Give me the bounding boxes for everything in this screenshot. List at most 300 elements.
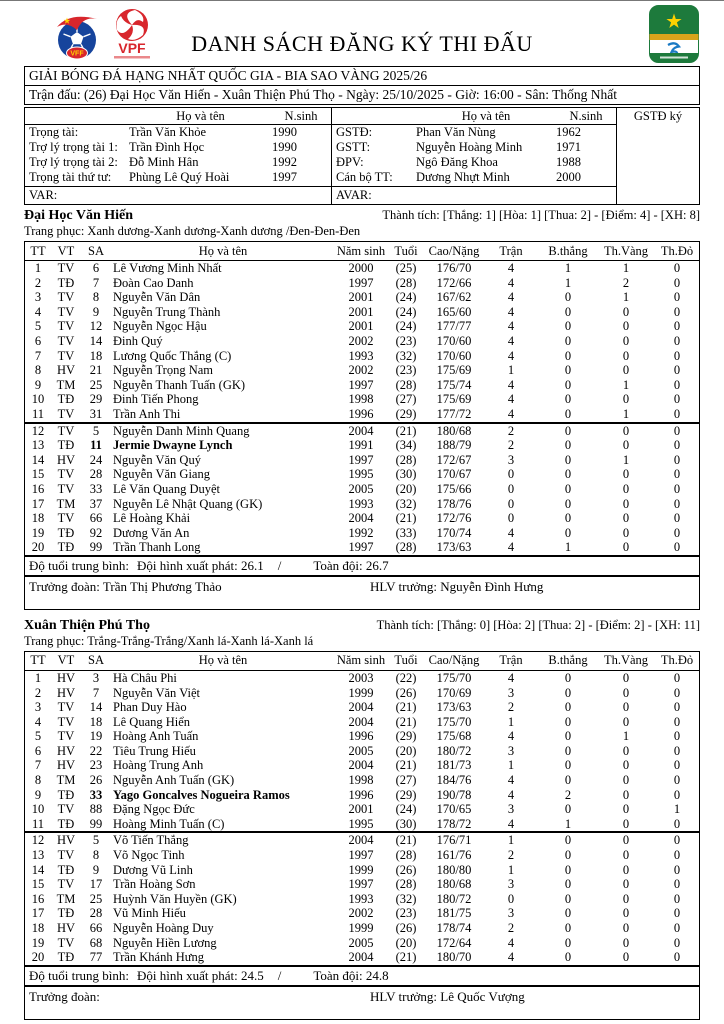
player-shirt-number: 26 (89, 773, 103, 788)
player-row (25, 744, 699, 759)
player-height-weight: 180/70 (436, 950, 472, 965)
player-index: 11 (31, 816, 45, 831)
var-cell: VAR: (25, 186, 331, 204)
player-goals: 0 (564, 950, 572, 965)
player-row (25, 715, 699, 730)
team1-roster-table (24, 241, 700, 610)
player-age: (28) (395, 877, 417, 892)
team1-name: Đại Học Văn Hiến (24, 208, 134, 223)
player-age: (23) (395, 334, 417, 349)
player-birth-year: 2002 (348, 363, 374, 378)
player-row (25, 392, 699, 407)
svg-text:VFF: VFF (70, 50, 84, 58)
player-yellow-cards: 0 (622, 891, 630, 906)
player-age: (30) (395, 467, 417, 482)
player-birth-year: 2001 (348, 802, 374, 817)
player-red-cards: 0 (673, 261, 681, 276)
team1-record: Thành tích: [Thắng: 1] [Hòa: 1] [Thua: 2] - [Điểm: 4] - [XH: 8] (382, 208, 700, 222)
avg-age-label: Độ tuổi trung bình: (29, 967, 130, 983)
player-index: 6 (34, 334, 42, 349)
player-goals: 0 (564, 848, 572, 863)
player-goals: 0 (564, 334, 572, 349)
player-birth-year: 1997 (348, 848, 374, 863)
player-row (25, 921, 699, 936)
player-age: (20) (395, 743, 417, 758)
player-height-weight: 172/76 (436, 511, 472, 526)
player-index: 6 (34, 743, 42, 758)
player-name: Nguyễn Văn Quý (113, 452, 201, 467)
player-red-cards: 0 (673, 406, 681, 421)
player-age: (26) (395, 685, 417, 700)
team2-substitutes (25, 831, 699, 964)
player-position: TV (57, 714, 75, 729)
player-row (25, 817, 699, 832)
player-birth-year: 2004 (348, 950, 374, 965)
player-position: TV (57, 802, 75, 817)
officials-left-half (25, 108, 332, 204)
player-age: (25) (395, 261, 417, 276)
player-birth-year: 2004 (348, 714, 374, 729)
player-height-weight: 188/79 (436, 438, 472, 453)
player-red-cards: 0 (673, 377, 681, 392)
avg-age-full-squad: Toàn đội: 24.8 (313, 967, 389, 983)
player-shirt-number: 66 (89, 511, 103, 526)
player-row (25, 848, 699, 863)
player-shirt-number: 7 (92, 275, 100, 290)
official-name: Nguyễn Hoàng Minh (416, 140, 523, 154)
player-position: HV (56, 670, 76, 685)
player-red-cards: 0 (673, 950, 681, 965)
team1-kit: Trang phục: Xanh dương-Xanh dương-Xanh dương /Đen-Đen-Đen (24, 224, 361, 238)
player-red-cards: 0 (673, 816, 681, 831)
player-shirt-number: 22 (89, 743, 103, 758)
player-birth-year: 2000 (348, 261, 374, 276)
player-row (25, 892, 699, 907)
player-shirt-number: 92 (89, 525, 103, 540)
player-index: 9 (34, 787, 42, 802)
player-index: 2 (34, 275, 42, 290)
player-name: Hoàng Anh Tuấn (113, 729, 199, 744)
player-goals: 0 (564, 685, 572, 700)
player-matches: 2 (507, 423, 515, 438)
player-index: 14 (31, 452, 45, 467)
player-goals: 0 (564, 423, 572, 438)
player-yellow-cards: 0 (622, 304, 630, 319)
player-age: (24) (395, 319, 417, 334)
player-shirt-number: 18 (89, 348, 103, 363)
player-height-weight: 181/73 (436, 758, 472, 773)
official-row (25, 140, 331, 155)
player-goals: 0 (564, 496, 572, 511)
avg-age-label: Độ tuổi trung bình: (29, 557, 130, 573)
avg-age-full-squad: Toàn đội: 26.7 (313, 557, 389, 573)
avg-age-starting-xi: Đội hình xuất phát: 24.5 (137, 967, 264, 983)
official-name: Đỗ Minh Hân (129, 155, 199, 169)
player-row (25, 671, 699, 686)
player-height-weight: 180/68 (436, 423, 472, 438)
player-red-cards: 0 (673, 392, 681, 407)
document-header (24, 4, 700, 66)
player-shirt-number: 37 (89, 496, 103, 511)
avg-age-separator: / (277, 967, 282, 983)
team2-name: Xuân Thiện Phú Thọ (24, 617, 150, 633)
player-position: HV (56, 743, 76, 758)
player-height-weight: 175/70 (436, 670, 472, 685)
player-height-weight: 178/72 (436, 816, 472, 831)
player-height-weight: 175/69 (436, 392, 472, 407)
player-shirt-number: 12 (89, 319, 103, 334)
player-height-weight: 180/72 (436, 891, 472, 906)
player-index: 7 (34, 348, 42, 363)
player-position: TV (57, 348, 75, 363)
avar-cell: AVAR: (332, 186, 616, 204)
player-red-cards: 0 (673, 877, 681, 892)
official-born: 1962 (556, 125, 581, 139)
player-row (25, 497, 699, 512)
player-name: Nguyễn Văn Dân (113, 290, 201, 305)
player-goals: 0 (564, 290, 572, 305)
player-birth-year: 2004 (348, 758, 374, 773)
player-row (25, 877, 699, 892)
player-height-weight: 180/80 (436, 862, 472, 877)
team2-roster-columns: TT VT SA Họ và tên Năm sinh Tuổi Cao/Nặng Trận B.thắng Th.Vàng Th.Đỏ (25, 652, 699, 671)
player-position: TĐ (57, 787, 75, 802)
head-coach: HLV trưởng: Lê Quốc Vượng (370, 988, 525, 1004)
player-yellow-cards: 0 (622, 511, 630, 526)
player-yellow-cards: 0 (622, 787, 630, 802)
player-shirt-number: 6 (92, 261, 100, 276)
player-shirt-number: 5 (92, 423, 100, 438)
player-name: Hà Châu Phi (113, 670, 177, 685)
player-name: Nguyễn Danh Minh Quang (113, 423, 250, 438)
player-red-cards: 0 (673, 348, 681, 363)
player-matches: 3 (507, 452, 515, 467)
player-age: (28) (395, 377, 417, 392)
player-position: TV (57, 935, 75, 950)
player-shirt-number: 5 (92, 833, 100, 848)
player-red-cards: 0 (673, 891, 681, 906)
player-birth-year: 1993 (348, 496, 374, 511)
official-role: GSTĐ: (336, 125, 373, 139)
player-goals: 0 (564, 833, 572, 848)
player-goals: 0 (564, 481, 572, 496)
player-red-cards: 0 (673, 935, 681, 950)
player-row (25, 276, 699, 291)
player-position: HV (56, 833, 76, 848)
player-position: TV (57, 423, 75, 438)
player-shirt-number: 99 (89, 540, 103, 555)
player-goals: 0 (564, 511, 572, 526)
player-shirt-number: 7 (92, 685, 100, 700)
player-shirt-number: 18 (89, 714, 103, 729)
player-matches: 0 (507, 481, 515, 496)
player-index: 17 (31, 906, 45, 921)
player-position: TV (57, 700, 75, 715)
player-name: Đinh Quý (113, 334, 163, 349)
player-index: 8 (34, 363, 42, 378)
player-matches: 4 (507, 275, 515, 290)
player-shirt-number: 66 (89, 921, 103, 936)
player-name: Lê Văn Quang Duyệt (113, 481, 221, 496)
player-yellow-cards: 0 (622, 877, 630, 892)
player-name: Trần Khánh Hưng (113, 950, 205, 965)
player-name: Yago Goncalves Nogueira Ramos (113, 787, 290, 802)
player-index: 20 (31, 950, 45, 965)
player-yellow-cards: 1 (622, 290, 630, 305)
player-matches: 4 (507, 950, 515, 965)
player-red-cards: 0 (673, 363, 681, 378)
player-yellow-cards: 0 (622, 714, 630, 729)
player-birth-year: 2005 (348, 935, 374, 950)
player-position: TV (57, 729, 75, 744)
player-matches: 0 (507, 511, 515, 526)
player-yellow-cards: 0 (622, 802, 630, 817)
player-red-cards: 0 (673, 438, 681, 453)
player-birth-year: 2004 (348, 833, 374, 848)
player-height-weight: 170/67 (436, 467, 472, 482)
player-red-cards: 0 (673, 304, 681, 319)
player-position: HV (56, 452, 76, 467)
player-birth-year: 2001 (348, 304, 374, 319)
player-matches: 4 (507, 525, 515, 540)
player-age: (21) (395, 714, 417, 729)
player-birth-year: 2004 (348, 511, 374, 526)
player-birth-year: 2003 (348, 670, 374, 685)
player-row (25, 363, 699, 378)
team1-header (24, 208, 700, 224)
player-red-cards: 0 (673, 773, 681, 788)
player-position: TV (57, 304, 75, 319)
player-name: Lê Quang Hiển (113, 714, 191, 729)
player-yellow-cards: 2 (622, 275, 630, 290)
player-age: (34) (395, 438, 417, 453)
player-goals: 1 (564, 540, 572, 555)
player-index: 20 (31, 540, 45, 555)
player-yellow-cards: 0 (622, 467, 630, 482)
player-shirt-number: 28 (89, 467, 103, 482)
player-position: TV (57, 481, 75, 496)
player-shirt-number: 8 (92, 848, 100, 863)
player-name: Đoàn Cao Danh (113, 275, 194, 290)
tournament-info-box (24, 66, 700, 105)
player-birth-year: 1992 (348, 525, 374, 540)
player-height-weight: 176/70 (436, 261, 472, 276)
player-row (25, 773, 699, 788)
player-red-cards: 0 (673, 729, 681, 744)
player-matches: 4 (507, 935, 515, 950)
player-yellow-cards: 1 (622, 261, 630, 276)
player-height-weight: 170/60 (436, 348, 472, 363)
player-matches: 4 (507, 787, 515, 802)
player-birth-year: 1991 (348, 438, 374, 453)
player-index: 12 (31, 833, 45, 848)
player-index: 14 (31, 862, 45, 877)
player-position: TĐ (57, 540, 75, 555)
player-index: 17 (31, 496, 45, 511)
player-goals: 0 (564, 714, 572, 729)
official-role: Trọng tài: (29, 125, 79, 139)
player-index: 10 (31, 802, 45, 817)
player-row (25, 424, 699, 439)
player-height-weight: 172/64 (436, 935, 472, 950)
player-height-weight: 170/69 (436, 685, 472, 700)
player-age: (20) (395, 481, 417, 496)
player-row (25, 407, 699, 422)
player-goals: 0 (564, 935, 572, 950)
official-role: Trợ lý trọng tài 2: (29, 155, 118, 169)
official-row (332, 140, 616, 155)
player-name: Nguyễn Hoàng Duy (113, 921, 214, 936)
player-name: Huỳnh Văn Huyền (GK) (113, 891, 237, 906)
player-goals: 0 (564, 877, 572, 892)
player-height-weight: 180/68 (436, 877, 472, 892)
player-shirt-number: 31 (89, 406, 103, 421)
player-shirt-number: 33 (89, 481, 103, 496)
player-row (25, 467, 699, 482)
head-coach: HLV trưởng: Nguyễn Đình Hưng (370, 578, 544, 594)
officials-right-header (332, 108, 616, 125)
official-born: 1990 (272, 125, 297, 139)
player-age: (28) (395, 275, 417, 290)
officials-table (24, 107, 700, 205)
player-matches: 0 (507, 467, 515, 482)
player-shirt-number: 17 (89, 877, 103, 892)
player-shirt-number: 9 (92, 304, 100, 319)
player-matches: 1 (507, 714, 515, 729)
player-matches: 3 (507, 877, 515, 892)
league-logo-icon (648, 4, 700, 69)
player-height-weight: 184/76 (436, 773, 472, 788)
player-row (25, 319, 699, 334)
team1-average-age-row (25, 555, 699, 575)
player-name: Nguyễn Văn Giang (113, 467, 210, 482)
player-name: Vũ Minh Hiếu (113, 906, 186, 921)
player-shirt-number: 24 (89, 452, 103, 467)
player-index: 11 (31, 406, 45, 421)
player-yellow-cards: 0 (622, 525, 630, 540)
player-shirt-number: 99 (89, 816, 103, 831)
player-height-weight: 167/62 (436, 290, 472, 305)
player-name: Trần Thanh Long (113, 540, 201, 555)
player-index: 5 (34, 729, 42, 744)
player-goals: 1 (564, 816, 572, 831)
player-age: (27) (395, 773, 417, 788)
player-birth-year: 1997 (348, 377, 374, 392)
official-role: ĐPV: (336, 155, 364, 169)
player-yellow-cards: 0 (622, 758, 630, 773)
supervisor-signature-column: GSTĐ ký (616, 108, 699, 204)
player-matches: 4 (507, 670, 515, 685)
player-position: TV (57, 511, 75, 526)
player-position: TV (57, 290, 75, 305)
player-yellow-cards: 0 (622, 935, 630, 950)
player-age: (21) (395, 833, 417, 848)
player-matches: 4 (507, 304, 515, 319)
avg-age-starting-xi: Đội hình xuất phát: 26.1 (137, 557, 264, 573)
team2-staff-row (25, 985, 699, 1019)
registration-document (0, 1, 724, 1020)
player-matches: 4 (507, 773, 515, 788)
player-position: TV (57, 334, 75, 349)
player-matches: 3 (507, 906, 515, 921)
player-name: Nguyễn Lê Nhật Quang (GK) (113, 496, 263, 511)
player-birth-year: 2002 (348, 906, 374, 921)
player-position: TM (56, 496, 76, 511)
player-row (25, 526, 699, 541)
player-position: TV (57, 467, 75, 482)
player-red-cards: 0 (673, 670, 681, 685)
player-yellow-cards: 0 (622, 496, 630, 511)
team2-header (24, 618, 700, 634)
player-goals: 0 (564, 304, 572, 319)
player-name: Hoàng Trung Anh (113, 758, 204, 773)
player-row (25, 261, 699, 276)
player-yellow-cards: 0 (622, 921, 630, 936)
player-position: TM (56, 891, 76, 906)
player-height-weight: 161/76 (436, 848, 472, 863)
player-red-cards: 1 (673, 802, 681, 817)
player-position: TV (57, 848, 75, 863)
player-matches: 4 (507, 816, 515, 831)
team2-record: Thành tích: [Thắng: 0] [Hòa: 2] [Thua: 2] - [Điểm: 2] - [XH: 11] (376, 617, 700, 632)
player-height-weight: 190/78 (436, 787, 472, 802)
player-name: Lương Quốc Thắng (C) (113, 348, 232, 363)
player-position: TĐ (57, 816, 75, 831)
official-row (332, 170, 616, 185)
player-yellow-cards: 0 (622, 319, 630, 334)
player-red-cards: 0 (673, 481, 681, 496)
official-row (332, 155, 616, 170)
player-name: Nguyễn Thanh Tuấn (GK) (113, 377, 246, 392)
player-index: 7 (34, 758, 42, 773)
official-name: Phùng Lê Quý Hoài (129, 170, 230, 184)
player-birth-year: 1997 (348, 877, 374, 892)
player-shirt-number: 25 (89, 377, 103, 392)
official-row (25, 170, 331, 185)
player-goals: 0 (564, 891, 572, 906)
player-yellow-cards: 0 (622, 833, 630, 848)
team-manager: Trưởng đoàn: Trần Thị Phương Thảo (29, 578, 222, 594)
player-yellow-cards: 1 (622, 406, 630, 421)
player-red-cards: 0 (673, 290, 681, 305)
officials-left-rows (25, 125, 331, 186)
player-name: Dương Vũ Linh (113, 862, 193, 877)
player-matches: 4 (507, 319, 515, 334)
player-goals: 0 (564, 773, 572, 788)
player-age: (32) (395, 496, 417, 511)
player-name: Phan Duy Hào (113, 700, 187, 715)
player-yellow-cards: 0 (622, 862, 630, 877)
avg-age-separator: / (277, 557, 282, 573)
player-yellow-cards: 0 (622, 685, 630, 700)
player-age: (26) (395, 862, 417, 877)
player-red-cards: 0 (673, 921, 681, 936)
player-age: (26) (395, 921, 417, 936)
player-height-weight: 173/63 (436, 700, 472, 715)
player-row (25, 833, 699, 848)
team1-substitutes (25, 422, 699, 555)
player-goals: 1 (564, 275, 572, 290)
player-red-cards: 0 (673, 906, 681, 921)
player-birth-year: 1997 (348, 540, 374, 555)
player-name: Lê Vương Minh Nhất (113, 261, 222, 276)
player-index: 16 (31, 481, 45, 496)
player-name: Nguyễn Văn Việt (113, 685, 200, 700)
player-position: TĐ (57, 950, 75, 965)
official-name: Dương Nhựt Minh (416, 170, 510, 184)
player-age: (29) (395, 787, 417, 802)
player-position: TĐ (57, 525, 75, 540)
